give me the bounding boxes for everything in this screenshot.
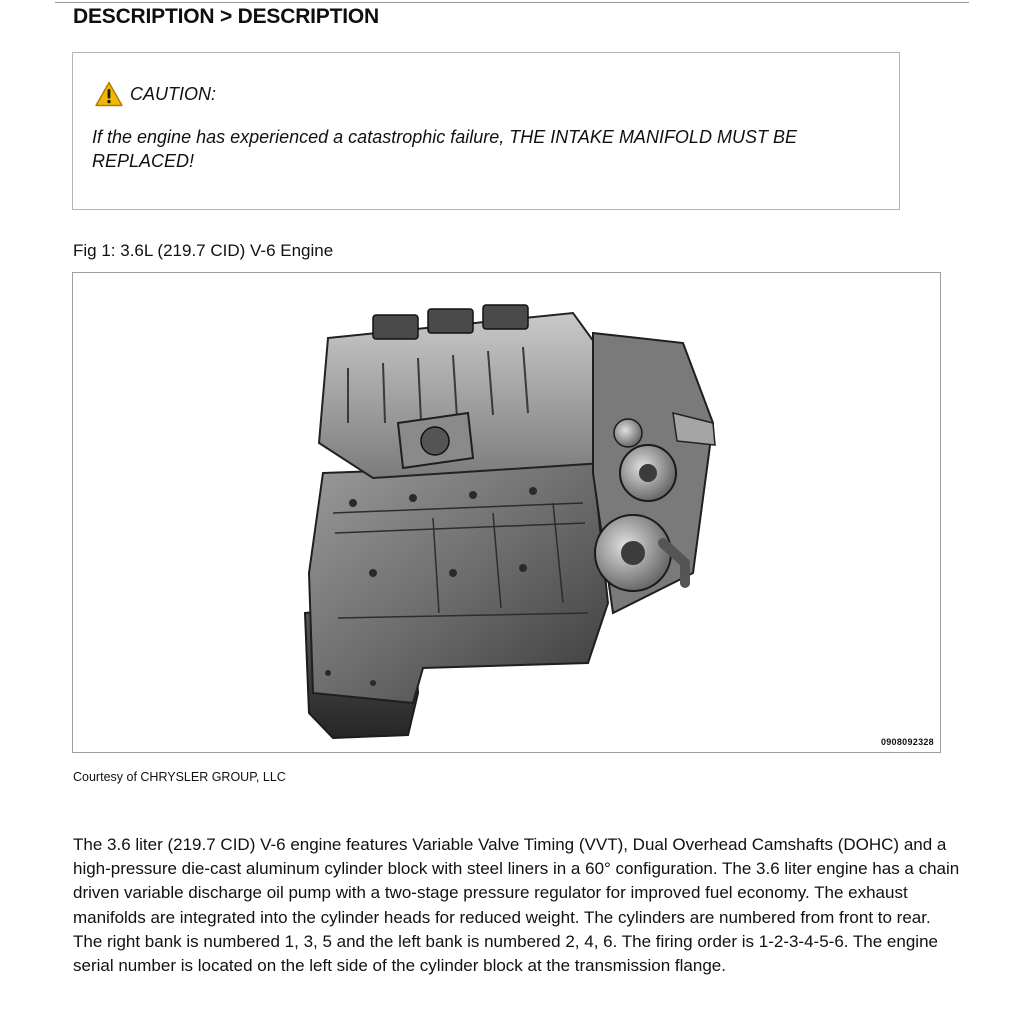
figure-courtesy: Courtesy of CHRYSLER GROUP, LLC: [73, 770, 286, 784]
engine-illustration: [73, 273, 941, 753]
caution-title: CAUTION:: [130, 83, 217, 104]
caution-header: [95, 81, 216, 107]
top-rule: [55, 2, 969, 3]
breadcrumb: DESCRIPTION > DESCRIPTION: [73, 5, 379, 28]
warning-triangle-icon: [95, 81, 123, 107]
figure-caption: Fig 1: 3.6L (219.7 CID) V-6 Engine: [73, 241, 334, 260]
description-paragraph: The 3.6 liter (219.7 CID) V-6 engine features Variable Valve Timing (VVT), Dual Overhead Camshafts (DOHC) and a high-pressure die-cast aluminum cylinder block with steel liners in a 60° configuration. The 3.6 liter engine has a chain driven variable discharge oil pump with a two-stage pressure regulator for improved fuel economy. The exhaust manifolds are integrated into the cylinder heads for reduced weight. The cylinders are numbered from front to rear. The right bank is numbered 1, 3, 5 and the left bank is numbered 2, 4, 6. The firing order is 1-2-3-4-5-6. The engine serial number is located on the left side of the cylinder block at the transmission flange.: [73, 835, 960, 976]
caution-text: If the engine has experienced a catastrophic failure, THE INTAKE MANIFOLD MUST BE REPLACED!: [92, 127, 797, 171]
caution-box: [72, 52, 900, 210]
figure-id: 0908092328: [880, 737, 934, 747]
figure-box: [72, 272, 941, 753]
